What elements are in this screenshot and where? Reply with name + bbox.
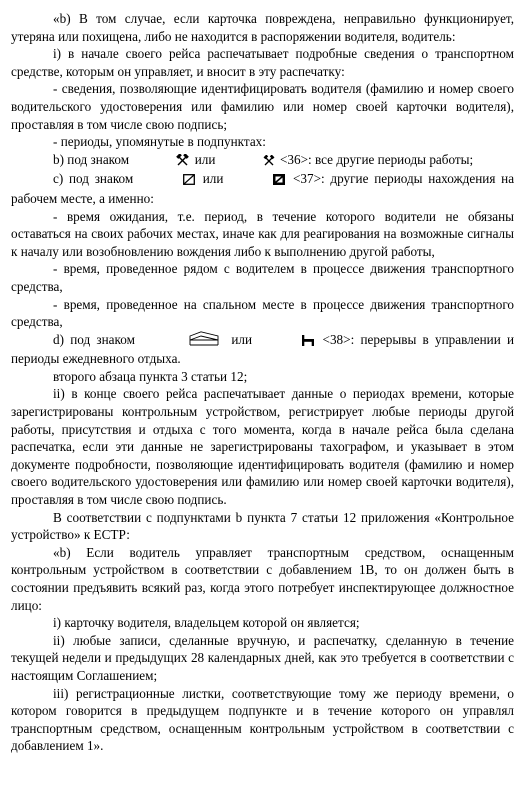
text-run: или bbox=[202, 171, 224, 187]
hammers-icon bbox=[134, 153, 189, 171]
paragraph: В соответствии с подпунктами b пункта 7 статьи 12 приложения «Контрольное устройство» к ЕСТР: bbox=[11, 509, 514, 543]
paragraph: - время ожидания, т.е. период, в течение которого водители не обязаны оставаться на своих рабочих местах, иначе как для реагирования на возможные сигналы к началу или возобновлению вождения либо к выполнению другой работы, bbox=[11, 208, 514, 259]
text-run: <37>: другие периоды нахождения на рабочем месте, а именно: bbox=[11, 171, 515, 206]
paragraph: - периоды, упомянутые в подпунктах: bbox=[53, 134, 266, 150]
paragraph-work-symbols bbox=[11, 151, 514, 171]
paragraph: второго абзаца пункта 3 статьи 12; bbox=[53, 368, 248, 384]
box-filled-slash-icon bbox=[231, 172, 285, 190]
text-run: <38>: перерывы в управлении и периоды ежедневного отдыха. bbox=[11, 331, 515, 367]
paragraph: - время, проведенное на спальном месте в процессе движения транспортного средства, bbox=[11, 296, 514, 330]
text-run: b) под знаком bbox=[53, 151, 130, 167]
paragraph: - сведения, позволяющие идентифицировать водителя (фамилию и номер своего водительского удостоверения или фамилию или номер своей карточки водителя), проставляя в том числе свою подпись; bbox=[11, 81, 514, 132]
paragraph: ii) в конце своего рейса распечатывает данные о периодах времени, которые зарегистрированы контрольным устройством, регистрирует любые периоды другой работы, присутствия и отдыха с того момента, когда в начале рейса была сделана распечатка, если эти данные не зарегистрированы тахографом, и указывает в этом документе подробности, позволяющие идентифицировать водителя (фамилию и номер своего водительского удостоверения или фамилию или номер своей карточки водителя), проставляя в том числе свою подпись. bbox=[11, 386, 514, 508]
paragraph: - время, проведенное рядом с водителем в процессе движения транспортного средства, bbox=[11, 261, 514, 294]
box-slash-icon bbox=[141, 172, 195, 190]
text-run: или bbox=[231, 331, 253, 347]
bed-small-icon bbox=[260, 333, 314, 351]
paragraph-availability-symbols bbox=[11, 170, 514, 207]
paragraph: iii) регистрационные листки, соответствующие тому же периоду времени, о котором говорится в предыдущем подпункте и в течение которого он управлял транспортным средством, оснащенным контрольным устройством в соответствии с добавлением 1». bbox=[11, 685, 514, 754]
paragraph-rest-symbols bbox=[11, 331, 514, 368]
paragraph: ii) любые записи, сделанные вручную, и распечатку, сделанную в течение текущей недели и предыдущих 28 календарных дней, как это требуется в соответствии с настоящим Соглашением; bbox=[11, 632, 514, 683]
text-run: d) под знаком bbox=[53, 331, 135, 347]
paragraph: i) карточку водителя, владельцем которой он является; bbox=[53, 615, 360, 631]
paragraph: i) в начале своего рейса распечатывает подробные сведения о транспортном средстве, которым он управляет, и вносит в эту распечатку: bbox=[11, 46, 514, 79]
text-run: или bbox=[194, 151, 216, 167]
paragraph: «b) Если водитель управляет транспортным средством, оснащенным контрольным устройством в соответствии с добавлением 1В, то он должен быть в состоянии предъявить всякий раз, когда этого потребует инспектирующее должностное лицо: bbox=[11, 544, 514, 613]
paragraph: «b) В том случае, если карточка повреждена, неправильно функционирует, утеряна или похищена, либо не находится в распоряжении водителя, водитель: bbox=[11, 11, 514, 44]
hammers-small-icon bbox=[221, 153, 275, 171]
text-run: <36>: все другие периоды работы; bbox=[280, 151, 474, 167]
text-run: c) под знаком bbox=[53, 171, 134, 187]
bed-icon bbox=[147, 331, 219, 351]
